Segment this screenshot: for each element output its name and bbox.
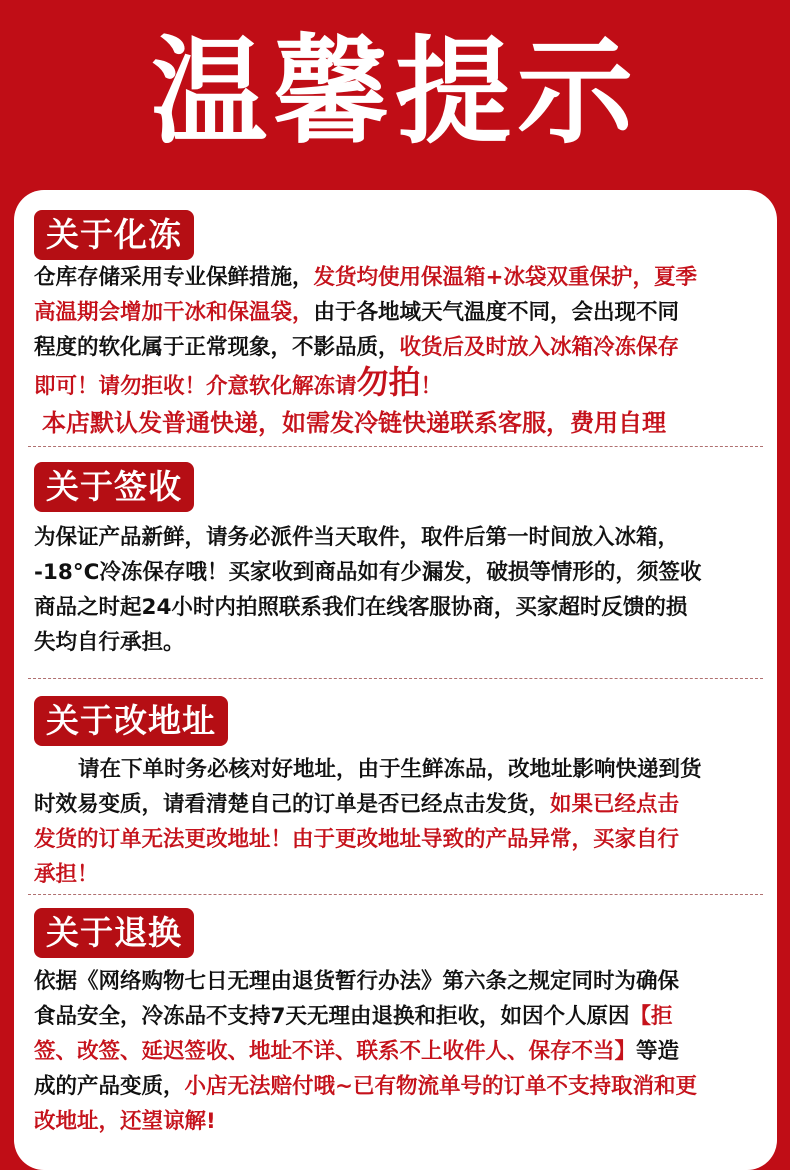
section-body-returns	[34, 964, 766, 1139]
text-line: 失均自行承担。	[34, 630, 185, 655]
text-line: 食品安全，冷冻品不支持7天无理由退换和拒收，如因个人原因【拒	[34, 1004, 673, 1029]
shipping-notice: 本店默认发普通快递，如需发冷链快递联系客服，费用自理	[42, 409, 666, 437]
page-title: 温馨提示	[151, 25, 639, 160]
text-line: 高温期会增加干冰和保温袋，由于各地域天气温度不同，会出现不同	[34, 300, 680, 325]
text-line: 请在下单时务必核对好地址，由于生鲜冻品，改地址影响快递到货	[78, 757, 702, 782]
divider	[28, 678, 763, 679]
notice-card	[14, 190, 777, 1170]
section-heading-signing: 关于签收	[34, 462, 194, 512]
text-line: 依据《网络购物七日无理由退货暂行办法》第六条之规定同时为确保	[34, 969, 680, 994]
text-line: 签、改签、延迟签收、地址不详、联系不上收件人、保存不当】等造	[34, 1039, 680, 1064]
section-heading-thawing: 关于化冻	[34, 210, 194, 260]
text-line: 商品之时起24小时内拍照联系我们在线客服协商，买家超时反馈的损	[34, 595, 688, 620]
section-body-address	[34, 752, 766, 892]
section-body-thawing	[34, 260, 766, 441]
divider	[28, 446, 763, 447]
text-line: 为保证产品新鲜，请务必派件当天取件，取件后第一时间放入冰箱，	[34, 525, 680, 550]
text-line: 成的产品变质，小店无法赔付哦~已有物流单号的订单不支持取消和更	[34, 1074, 698, 1099]
text-line: 即可！请勿拒收！介意软化解冻请勿拍！	[34, 363, 443, 401]
text-line: -18°C冷冻保存哦！买家收到商品如有少漏发，破损等情形的，须签收	[34, 560, 702, 585]
section-heading-returns: 关于退换	[34, 908, 194, 958]
text-line: 发货的订单无法更改地址！由于更改地址导致的产品异常，买家自行	[34, 827, 680, 852]
section-body-signing	[34, 520, 766, 660]
section-heading-address: 关于改地址	[34, 696, 228, 746]
text-line: 程度的软化属于正常现象，不影品质，收货后及时放入冰箱冷冻保存	[34, 335, 680, 360]
text-line: 时效易变质，请看清楚自己的订单是否已经点击发货，如果已经点击	[34, 792, 680, 817]
text-line: 仓库存储采用专业保鲜措施，发货均使用保温箱+冰袋双重保护，夏季	[34, 265, 698, 290]
text-line: 改地址，还望谅解!	[34, 1109, 216, 1134]
divider	[28, 894, 763, 895]
text-line: 承担！	[34, 862, 99, 887]
